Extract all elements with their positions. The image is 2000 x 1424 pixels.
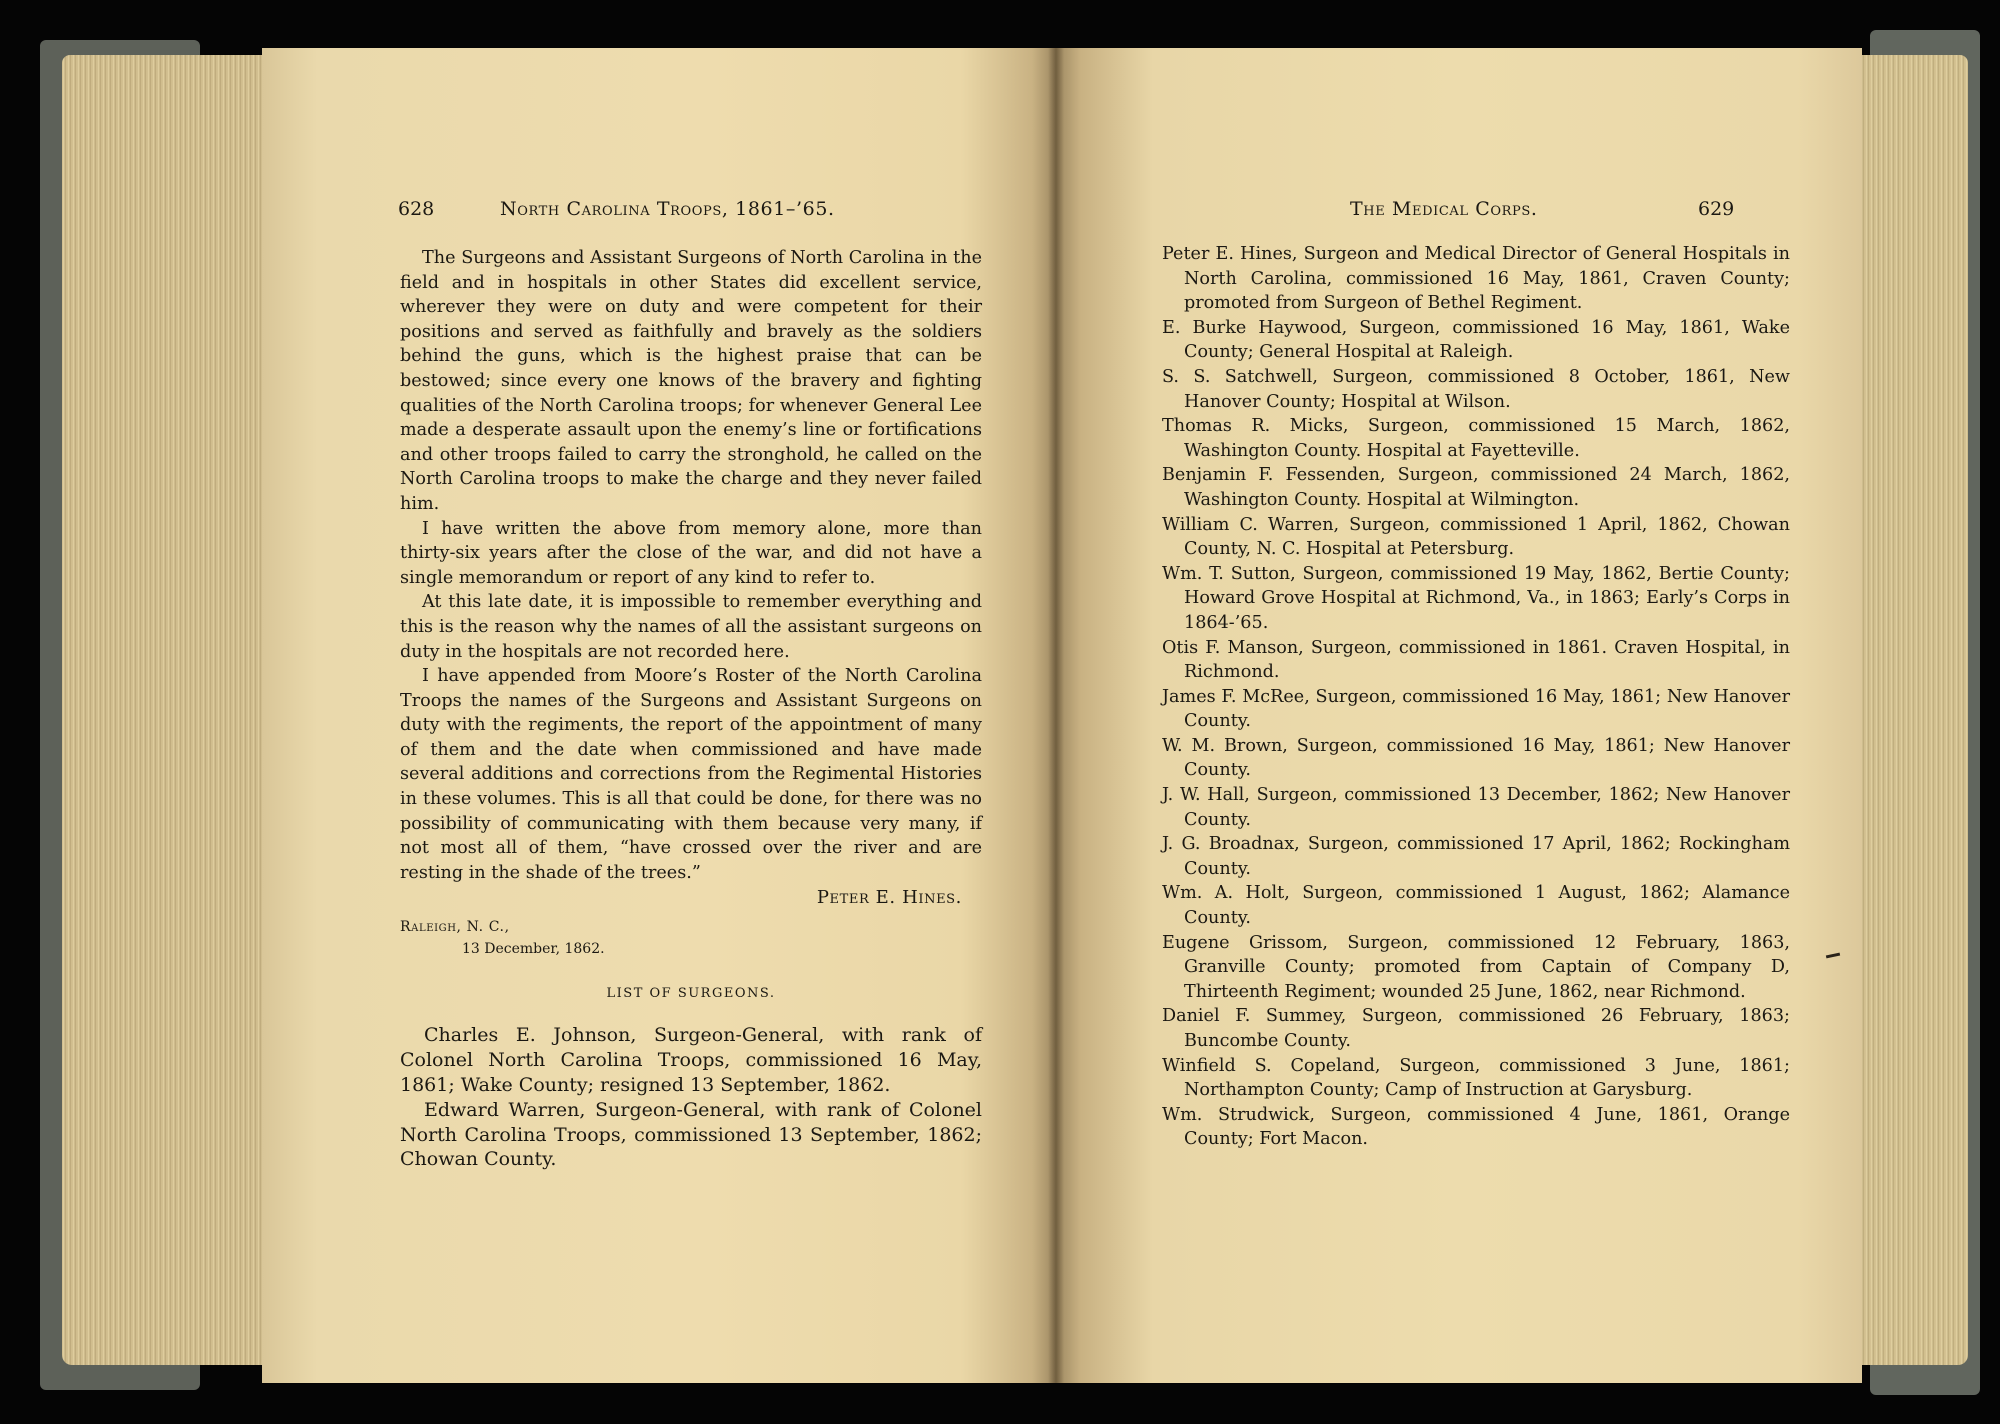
signature: Peter E. Hines. bbox=[816, 887, 962, 909]
right-page bbox=[1056, 48, 1862, 1383]
page-edges-right bbox=[1860, 55, 1968, 1365]
right-running-head: The Medical Corps. bbox=[1350, 198, 1538, 220]
surgeon-entry: Edward Warren, Surgeon-General, with rank of Colonel North Carolina Troops, commissioned 13 September, 1862; Chowan County. bbox=[400, 1098, 982, 1171]
left-text-block bbox=[400, 246, 982, 1172]
surgeon-entry: James F. McRee, Surgeon, commissioned 16 May, 1861; New Hanover County. bbox=[1162, 686, 1790, 732]
paragraph: The Surgeons and Assistant Surgeons of North Carolina in the field and in hospitals in other States did excellent service, wherever they were on duty and were competent for their positions and served as faithfully and bravely as the soldiers behind the guns, which is the highest praise that can be bestowed; since every one knows of the bravery and fighting qualities of the North Carolina troops; for whenever General Lee made a desperate assault upon the enemy’s line or fortifications and other troops failed to carry the stronghold, he called on the North Carolina troops to make the charge and they never failed him. bbox=[400, 248, 982, 514]
surgeon-entry: Winfield S. Copeland, Surgeon, commissioned 3 June, 1861; Northampton County; Camp of Instruction at Garysburg. bbox=[1162, 1055, 1790, 1101]
surgeon-entry: William C. Warren, Surgeon, commissioned 1 April, 1862, Chowan County, N. C. Hospital at Petersburg. bbox=[1162, 514, 1790, 560]
list-title: LIST OF SURGEONS. bbox=[606, 986, 776, 1002]
surgeon-entry: Wm. T. Sutton, Surgeon, commissioned 19 May, 1862, Bertie County; Howard Grove Hospital at Richmond, Va., in 1863; Early’s Corps in 1864-’65. bbox=[1162, 563, 1790, 633]
right-page-number: 629 bbox=[1698, 198, 1735, 220]
left-page-number: 628 bbox=[398, 198, 435, 220]
surgeon-entry: E. Burke Haywood, Surgeon, commissioned 16 May, 1861, Wake County; General Hospital at Raleigh. bbox=[1162, 317, 1790, 363]
surgeon-entry: Thomas R. Micks, Surgeon, commissioned 15 March, 1862, Washington County. Hospital at Fayetteville. bbox=[1162, 416, 1790, 461]
surgeon-entry: Daniel F. Summey, Surgeon, commissioned 26 February, 1863; Buncombe County. bbox=[1162, 1006, 1790, 1051]
surgeon-entry: Charles E. Johnson, Surgeon-General, with rank of Colonel North Carolina Troops, commissioned 16 May, 1861; Wake County; resigned 13 September, 1862. bbox=[400, 1024, 982, 1097]
place-date bbox=[400, 916, 982, 960]
right-text-block bbox=[1162, 242, 1790, 1152]
surgeon-entry: Otis F. Manson, Surgeon, commissioned in 1861. Craven Hospital, in Richmond. bbox=[1162, 637, 1790, 683]
surgeon-entry: Eugene Grissom, Surgeon, commissioned 12 February, 1863, Granville County; promoted from Captain of Company D, Thirteenth Regiment; wounded 25 June, 1862, near Richmond. bbox=[1162, 932, 1790, 1002]
paragraph: I have written the above from memory alone, more than thirty-six years after the close of the war, and did not have a single memorandum or report of any kind to refer to. bbox=[400, 518, 982, 588]
page-edges-left bbox=[62, 55, 267, 1365]
surgeon-entry: J. W. Hall, Surgeon, commissioned 13 December, 1862; New Hanover County. bbox=[1162, 785, 1790, 830]
place: Raleigh, N. C., bbox=[400, 919, 510, 936]
left-page bbox=[262, 48, 1056, 1383]
surgeon-entry: W. M. Brown, Surgeon, commissioned 16 May, 1861; New Hanover County. bbox=[1162, 735, 1790, 781]
surgeon-entry: Benjamin F. Fessenden, Surgeon, commissioned 24 March, 1862, Washington County. Hospital at Wilmington. bbox=[1162, 465, 1790, 510]
paragraph: I have appended from Moore’s Roster of the North Carolina Troops the names of the Surgeons and Assistant Surgeons on duty with the regiments, the report of the appointment of many of them and the date when commissioned and have made several additions and corrections from the Regimental Histories in these volumes. This is all that could be done, for there was no possibility of communicating with them because very many, if not most all of them, “have crossed over the river and are resting in the shade of the trees.” bbox=[400, 666, 982, 883]
date: 13 December, 1862. bbox=[462, 941, 605, 958]
surgeon-entry: J. G. Broadnax, Surgeon, commissioned 17 April, 1862; Rockingham County. bbox=[1162, 834, 1790, 879]
book-gutter bbox=[1048, 48, 1064, 1383]
surgeon-entry: Peter E. Hines, Surgeon and Medical Director of General Hospitals in North Carolina, commissioned 16 May, 1861, Craven County; promoted from Surgeon of Bethel Regiment. bbox=[1162, 244, 1790, 314]
left-running-head: North Carolina Troops, 1861–’65. bbox=[500, 198, 835, 220]
surgeon-list-left bbox=[400, 1023, 982, 1172]
surgeon-entry: Wm. Strudwick, Surgeon, commissioned 4 June, 1861, Orange County; Fort Macon. bbox=[1162, 1104, 1790, 1150]
surgeon-entry: S. S. Satchwell, Surgeon, commissioned 8 October, 1861, New Hanover County; Hospital at Wilson. bbox=[1162, 366, 1790, 412]
paragraph: At this late date, it is impossible to remember everything and this is the reason why the names of all the assistant surgeons on duty in the hospitals are not recorded here. bbox=[400, 592, 982, 662]
surgeon-entry: Wm. A. Holt, Surgeon, commissioned 1 August, 1862; Alamance County. bbox=[1162, 883, 1790, 929]
